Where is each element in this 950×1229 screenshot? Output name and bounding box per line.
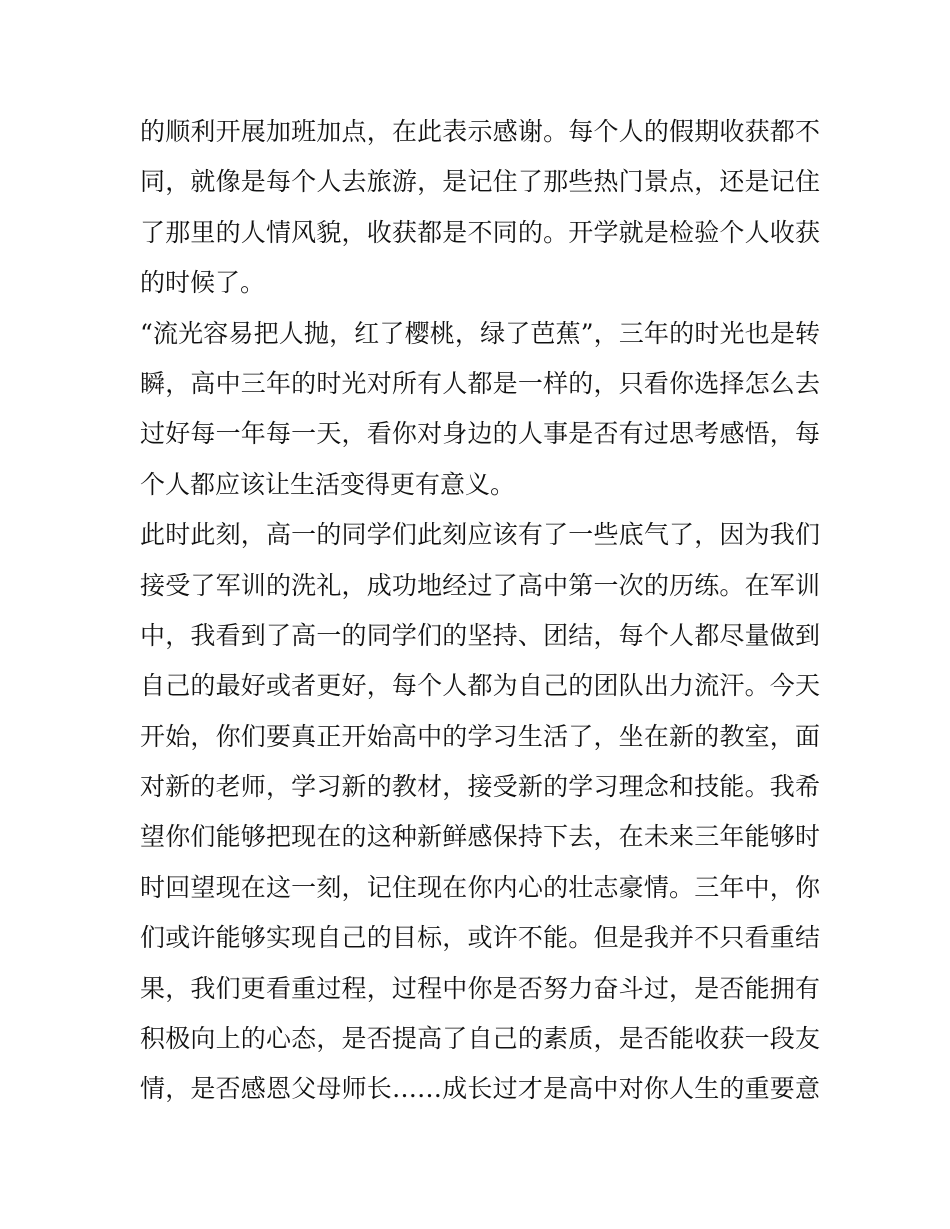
- paragraph-2: [140, 309, 820, 511]
- text-line: 情，是否感恩父母师长……成长过才是高中对你人生的重要意: [140, 1074, 820, 1104]
- text-line: 对新的老师，学习新的教材，接受新的学习理念和技能。我希: [140, 772, 820, 802]
- text-line: 此时此刻，高一的同学们此刻应该有了一些底气了，因为我们: [140, 520, 820, 550]
- text-line: 开始，你们要真正开始高中的学习生活了，坐在新的教室，面: [140, 721, 820, 751]
- text-line: 果，我们更看重过程，过程中你是否努力奋斗过，是否能拥有: [140, 973, 820, 1003]
- text-line: 中，我看到了高一的同学们的坚持、团结，每个人都尽量做到: [140, 620, 820, 650]
- body-text: [140, 107, 820, 1115]
- text-line: 的时候了。: [140, 268, 266, 298]
- text-line: 过好每一年每一天，看你对身边的人事是否有过思考感悟，每: [140, 419, 820, 449]
- text-line: 同，就像是每个人去旅游，是记住了那些热门景点，还是记住: [140, 167, 820, 197]
- paragraph-1: [140, 107, 820, 309]
- text-line: 积极向上的心态，是否提高了自己的素质，是否能收获一段友: [140, 1024, 820, 1054]
- text-line: 个人都应该让生活变得更有意义。: [140, 469, 516, 499]
- text-line: 了那里的人情风貌，收获都是不同的。开学就是检验个人收获: [140, 217, 820, 247]
- text-line: 们或许能够实现自己的目标，或许不能。但是我并不只看重结: [140, 923, 820, 953]
- text-line: “流光容易把人抛，红了樱桃，绿了芭蕉”，三年的时光也是转: [140, 318, 820, 348]
- text-line: 的顺利开展加班加点，在此表示感谢。每个人的假期收获都不: [140, 117, 820, 146]
- paragraph-3: [140, 510, 820, 1115]
- text-line: 时回望现在这一刻，记住现在你内心的壮志豪情。三年中，你: [140, 872, 820, 902]
- text-line: 望你们能够把现在的这种新鲜感保持下去，在未来三年能够时: [140, 822, 820, 852]
- text-line: 瞬，高中三年的时光对所有人都是一样的，只看你选择怎么去: [140, 368, 820, 398]
- text-line: 自己的最好或者更好，每个人都为自己的团队出力流汗。今天: [140, 671, 820, 701]
- text-line: 接受了军训的洗礼，成功地经过了高中第一次的历练。在军训: [140, 570, 820, 600]
